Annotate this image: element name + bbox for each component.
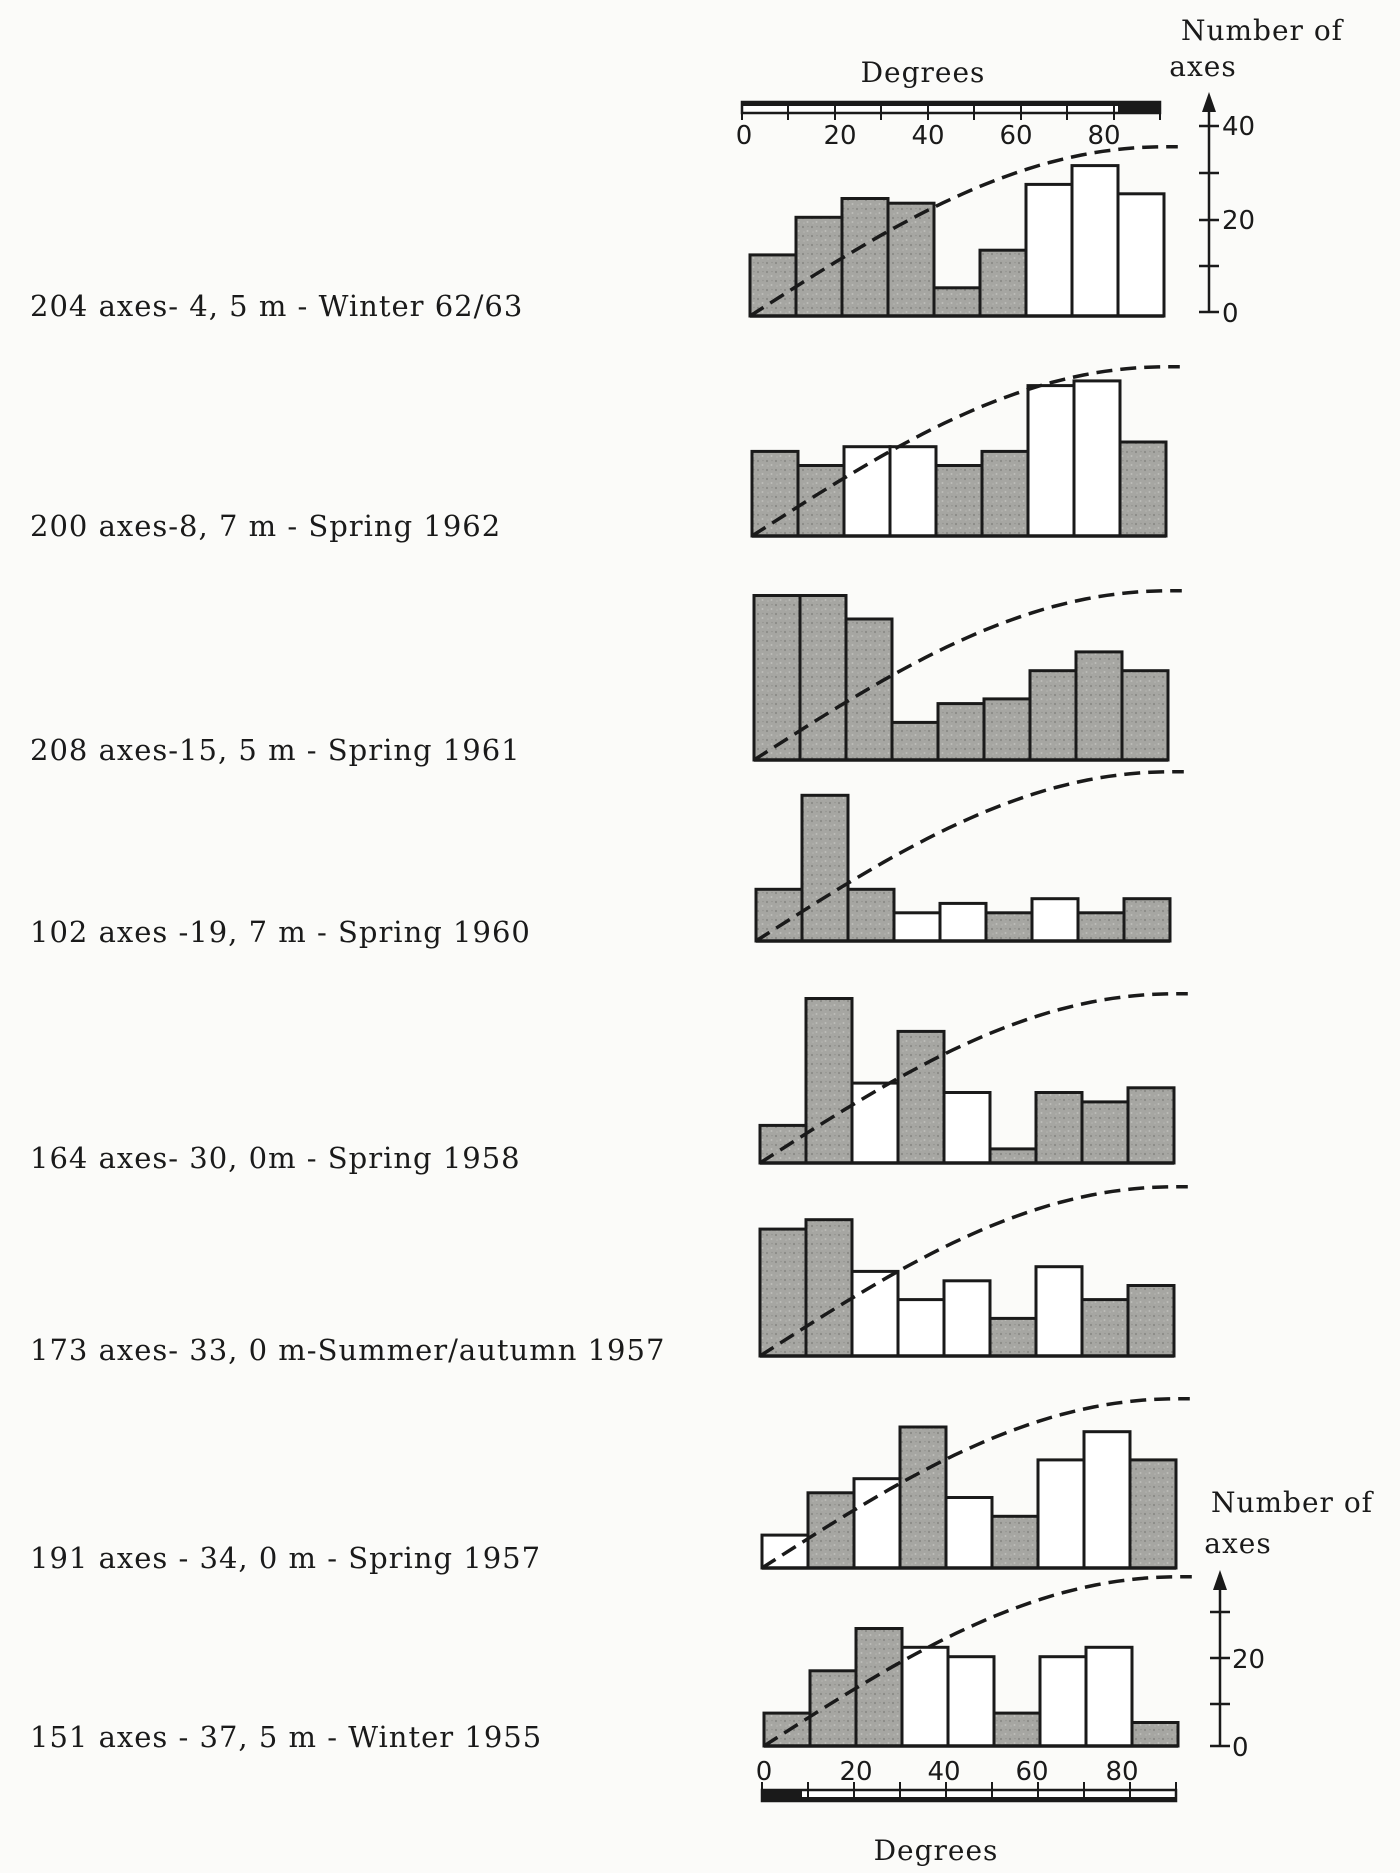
row-label-8: 151 axes - 37, 5 m - Winter 1955 — [30, 1720, 543, 1754]
bottom-count-title-line2: axes — [1204, 1527, 1272, 1560]
bar-1-2 — [796, 217, 842, 316]
bar-3-6 — [984, 699, 1030, 760]
row-labels — [30, 289, 665, 1754]
bar-4-7 — [1032, 899, 1078, 941]
bottom-count-tick-0: 0 — [1232, 1733, 1249, 1763]
bar-1-3 — [842, 199, 888, 317]
row-label-7: 191 axes - 34, 0 m - Spring 1957 — [30, 1541, 542, 1575]
bottom-tick-20: 20 — [839, 1757, 873, 1787]
bar-8-4 — [902, 1647, 948, 1746]
top-tick-20: 20 — [823, 121, 857, 151]
bar-2-3 — [844, 447, 890, 536]
top-count-title-line1: Number of — [1180, 14, 1344, 47]
bar-5-4 — [898, 1031, 944, 1163]
bar-5-5 — [944, 1093, 990, 1164]
bar-5-3 — [852, 1083, 898, 1163]
bar-4-6 — [986, 913, 1032, 941]
bar-2-9 — [1120, 442, 1166, 536]
bar-3-7 — [1030, 671, 1076, 760]
bar-7-2 — [808, 1493, 854, 1568]
histogram-rows — [750, 147, 1192, 1746]
bar-4-4 — [894, 913, 940, 941]
bar-7-3 — [854, 1479, 900, 1568]
top-count-tick-0: 0 — [1222, 299, 1239, 329]
bar-2-8 — [1074, 381, 1120, 536]
bar-8-9 — [1132, 1723, 1178, 1747]
bottom-count-title-line1: Number of — [1210, 1486, 1374, 1519]
bar-8-8 — [1086, 1647, 1132, 1746]
bar-7-6 — [992, 1516, 1038, 1568]
bar-6-1 — [760, 1229, 806, 1356]
bar-1-1 — [750, 255, 796, 316]
bar-8-3 — [856, 1629, 902, 1747]
histogram-6 — [760, 1187, 1188, 1356]
bar-3-8 — [1076, 652, 1122, 760]
bar-1-9 — [1118, 194, 1164, 316]
bar-1-4 — [888, 203, 934, 316]
histogram-1 — [750, 147, 1178, 316]
bottom-tick-0: 0 — [755, 1757, 773, 1787]
bar-7-8 — [1084, 1432, 1130, 1568]
bar-5-7 — [1036, 1093, 1082, 1164]
histogram-4 — [756, 772, 1184, 941]
bar-8-2 — [810, 1671, 856, 1746]
bar-5-9 — [1128, 1088, 1174, 1163]
bar-7-7 — [1038, 1460, 1084, 1568]
bar-8-5 — [948, 1657, 994, 1746]
bottom-tick-40: 40 — [927, 1757, 961, 1787]
row-label-3: 208 axes-15, 5 m - Spring 1961 — [30, 733, 521, 767]
top-tick-60: 60 — [999, 121, 1033, 151]
top-count-arrow-icon — [1202, 92, 1216, 112]
bar-4-5 — [940, 903, 986, 941]
top-count-tick-40: 40 — [1222, 112, 1256, 142]
top-count-tick-20: 20 — [1222, 206, 1256, 236]
top-count-title-line2: axes — [1169, 50, 1237, 83]
top-tick-40: 40 — [911, 121, 945, 151]
top-degrees-title: Degrees — [860, 56, 986, 89]
row-label-2: 200 axes-8, 7 m - Spring 1962 — [30, 509, 502, 543]
bar-6-2 — [806, 1220, 852, 1356]
row-label-6: 173 axes- 33, 0 m-Summer/autumn 1957 — [30, 1333, 666, 1367]
bottom-count-tick-20: 20 — [1232, 1645, 1266, 1675]
bar-2-6 — [982, 451, 1028, 536]
bar-3-2 — [800, 596, 846, 761]
bottom-count-arrow-icon — [1213, 1570, 1227, 1590]
bar-4-9 — [1124, 899, 1170, 941]
bar-7-4 — [900, 1427, 946, 1568]
bar-3-9 — [1122, 671, 1168, 760]
bar-4-1 — [756, 889, 802, 941]
bar-2-7 — [1028, 386, 1074, 536]
histogram-3 — [754, 591, 1182, 760]
top-count-axis — [1169, 14, 1344, 329]
bar-6-7 — [1036, 1267, 1082, 1356]
bar-1-8 — [1072, 166, 1118, 316]
bar-4-2 — [802, 795, 848, 941]
bar-6-9 — [1128, 1286, 1174, 1357]
bar-6-5 — [944, 1281, 990, 1356]
bar-2-5 — [936, 466, 982, 537]
top-tick-0: 0 — [735, 121, 753, 151]
top-tick-80: 80 — [1087, 121, 1121, 151]
bottom-tick-60: 60 — [1015, 1757, 1049, 1787]
bottom-degrees-title: Degrees — [873, 1834, 999, 1867]
bar-2-4 — [890, 447, 936, 536]
top-degree-bar — [742, 102, 1160, 120]
bar-1-5 — [934, 288, 980, 316]
bar-6-6 — [990, 1318, 1036, 1356]
bottom-degree-scale — [756, 1757, 1176, 1867]
bottom-tick-80: 80 — [1105, 1757, 1139, 1787]
bar-6-8 — [1082, 1300, 1128, 1356]
bottom-count-axis — [1204, 1486, 1374, 1763]
bar-6-4 — [898, 1300, 944, 1356]
row-label-1: 204 axes- 4, 5 m - Winter 62/63 — [30, 289, 524, 323]
bar-1-6 — [980, 250, 1026, 316]
bar-1-7 — [1026, 184, 1072, 316]
bar-8-7 — [1040, 1657, 1086, 1746]
bar-7-9 — [1130, 1460, 1176, 1568]
bar-3-5 — [938, 704, 984, 760]
bar-4-8 — [1078, 913, 1124, 941]
histogram-7 — [762, 1399, 1190, 1568]
histogram-5 — [760, 994, 1188, 1163]
row-label-5: 164 axes- 30, 0m - Spring 1958 — [30, 1141, 521, 1175]
bar-8-6 — [994, 1713, 1040, 1746]
bar-7-5 — [946, 1498, 992, 1569]
row-label-4: 102 axes -19, 7 m - Spring 1960 — [30, 915, 531, 949]
bar-3-1 — [754, 596, 800, 761]
bar-5-2 — [806, 999, 852, 1164]
histogram-8 — [764, 1577, 1192, 1746]
bar-5-8 — [1082, 1102, 1128, 1163]
bar-5-6 — [990, 1149, 1036, 1163]
bar-3-4 — [892, 722, 938, 760]
histogram-2 — [752, 367, 1180, 536]
bar-4-3 — [848, 889, 894, 941]
top-degree-scale — [736, 56, 1160, 151]
